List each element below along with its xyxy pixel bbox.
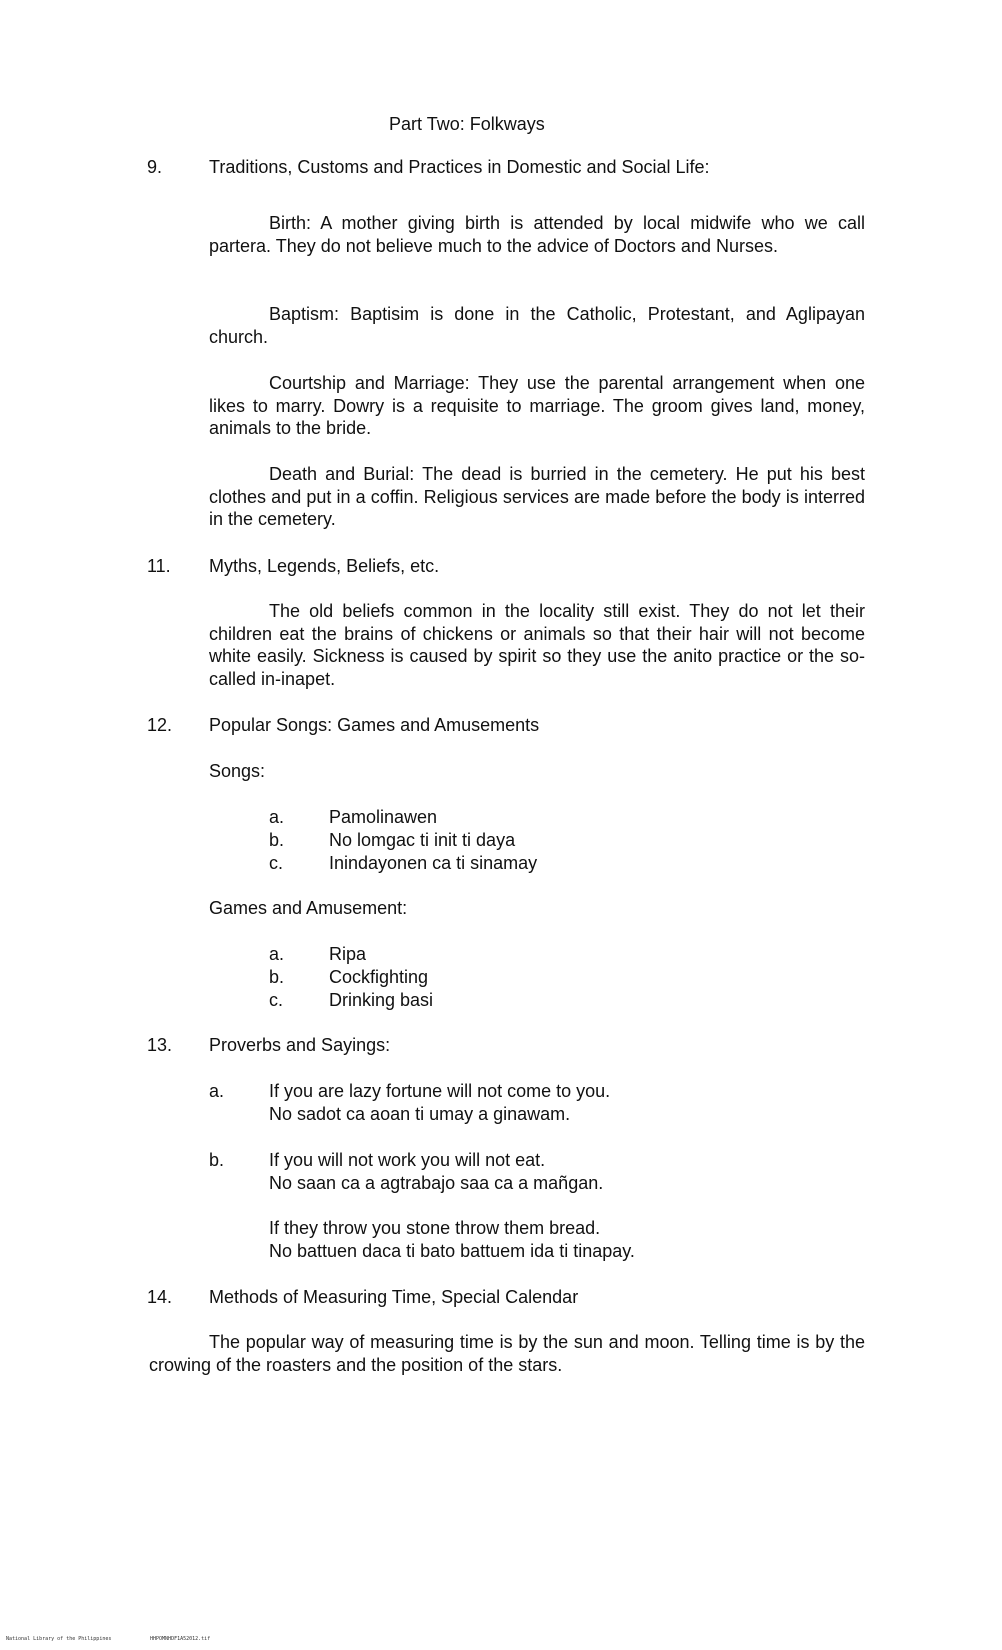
song-letter: c. — [269, 853, 284, 873]
section-12-heading: Popular Songs: Games and Amusements — [209, 715, 540, 735]
proverb-english: If you are lazy fortune will not come to you. — [269, 1081, 611, 1101]
footer-library-name: National Library of the Philippines — [6, 1636, 112, 1642]
proverb-ilocano: No battuen daca ti bato battuem ida ti tinapay. — [269, 1241, 635, 1261]
section-11-heading: Myths, Legends, Beliefs, etc. — [209, 556, 440, 576]
section-13-number: 13. — [147, 1035, 173, 1055]
baptism-paragraph: Baptism: Baptisim is done in the Catholic, Protestant, and Aglipayan church. — [209, 304, 865, 347]
song-letter: b. — [269, 830, 285, 850]
game-letter: c. — [269, 990, 284, 1010]
proverb-ilocano: No sadot ca aoan ti umay a ginawam. — [269, 1104, 571, 1124]
proverb-letter: a. — [209, 1081, 225, 1101]
section-14-heading: Methods of Measuring Time, Special Calendar — [209, 1287, 579, 1307]
section-13-heading: Proverbs and Sayings: — [209, 1035, 391, 1055]
death-burial-paragraph: Death and Burial: The dead is burried in the cemetery. He put his best clothes and put in a coffin. Religious services are made before the body is interred in the cemetery. — [209, 464, 865, 529]
game-item: Ripa — [329, 944, 367, 964]
birth-paragraph: Birth: A mother giving birth is attended by local midwife who we call partera. They do not believe much to the advice of Doctors and Nurses. — [209, 213, 865, 256]
game-letter: a. — [269, 944, 285, 964]
proverb-ilocano: No saan ca a agtrabajo saa ca a mañgan. — [269, 1173, 604, 1193]
song-item: Inindayonen ca ti sinamay — [329, 853, 538, 873]
section-9-number: 9. — [147, 157, 163, 177]
page-title: Part Two: Folkways — [389, 114, 545, 134]
songs-label: Songs: — [209, 761, 266, 781]
game-item: Cockfighting — [329, 967, 429, 987]
time-measuring-paragraph: The popular way of measuring time is by the sun and moon. Telling time is by the crowing of the roasters and the position of the stars. — [149, 1332, 865, 1375]
courtship-paragraph: Courtship and Marriage: They use the parental arrangement when one likes to marry. Dowry is a requisite to marriage. The groom gives land, money, animals to the bride. — [209, 373, 865, 438]
games-label: Games and Amusement: — [209, 898, 408, 918]
section-9-heading: Traditions, Customs and Practices in Domestic and Social Life: — [209, 157, 710, 177]
game-letter: b. — [269, 967, 285, 987]
song-item: Pamolinawen — [329, 807, 438, 827]
section-14-number: 14. — [147, 1287, 173, 1307]
proverb-english: If you will not work you will not eat. — [269, 1150, 546, 1170]
footer-file-code: HHPOMNHDF1A52012.tif — [150, 1636, 211, 1642]
song-item: No lomgac ti init ti daya — [329, 830, 516, 850]
proverb-english: If they throw you stone throw them bread. — [269, 1218, 601, 1238]
song-letter: a. — [269, 807, 285, 827]
beliefs-paragraph: The old beliefs common in the locality still exist. They do not let their children eat the brains of chickens or animals so that their hair will not become white easily. Sickness is caused by spirit so they use the anito practice or the so-called in-inapet. — [209, 601, 865, 689]
proverb-letter: b. — [209, 1150, 225, 1170]
section-12-number: 12. — [147, 715, 173, 735]
section-11-number: 11. — [147, 556, 171, 576]
game-item: Drinking basi — [329, 990, 434, 1010]
